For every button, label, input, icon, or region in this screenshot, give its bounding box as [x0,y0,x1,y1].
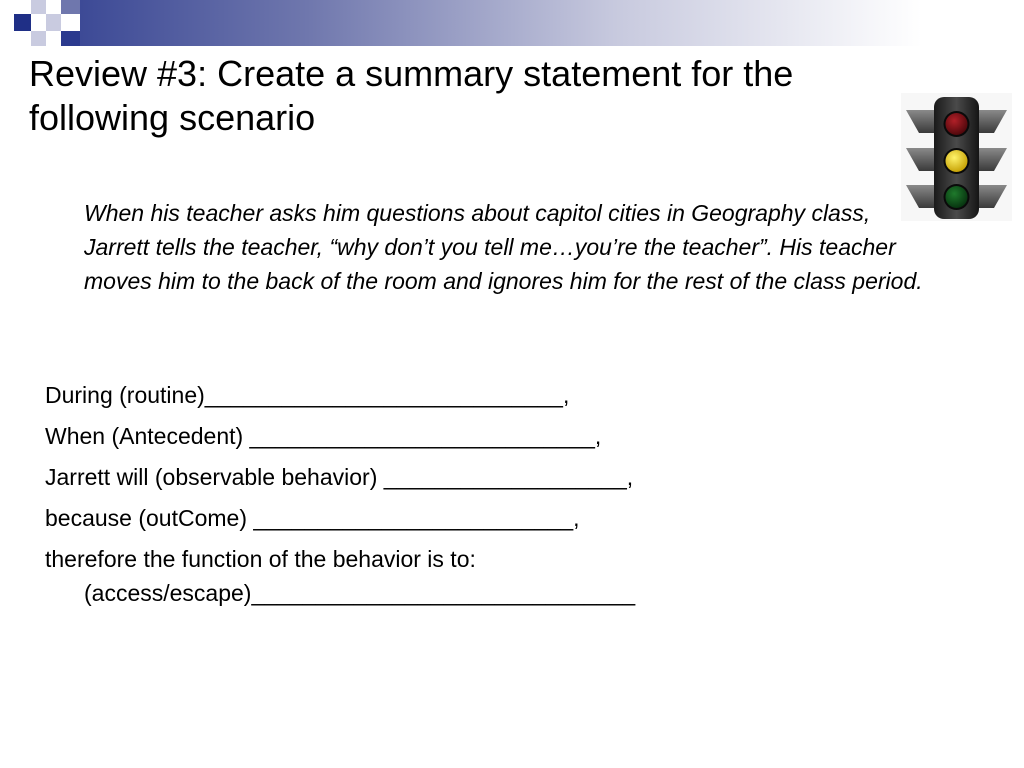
summary-statement-list [45,378,985,610]
corner-square-3 [46,14,61,31]
traffic-light-icon [901,93,1012,221]
statement-routine: During (routine)____________________________, [45,382,570,408]
statement-antecedent: When (Antecedent) ___________________________, [45,423,602,449]
corner-square-4 [31,31,46,46]
scenario-text: When his teacher asks him questions about capitol cities in Geography class, Jarrett tells the teacher, “why don’t you tell me…you’re the teacher”. His teacher moves him to the back of the room and ignores him for the rest of the class period. [84,200,923,294]
statement-outcome: because (outCome) _________________________, [45,505,580,531]
corner-square-5 [61,0,80,14]
header-gradient-band [0,0,1024,46]
statement-function-line1: therefore the function of the behavior is to: [45,546,476,572]
corner-square-2 [31,0,46,14]
corner-square-6 [61,31,80,46]
statement-behavior: Jarrett will (observable behavior) ___________________, [45,464,634,490]
statement-function-line2: (access/escape)______________________________ [84,580,636,606]
corner-square-1 [14,14,31,31]
page-title: Review #3: Create a summary statement for the following scenario [29,53,794,138]
statement-function [45,542,985,610]
